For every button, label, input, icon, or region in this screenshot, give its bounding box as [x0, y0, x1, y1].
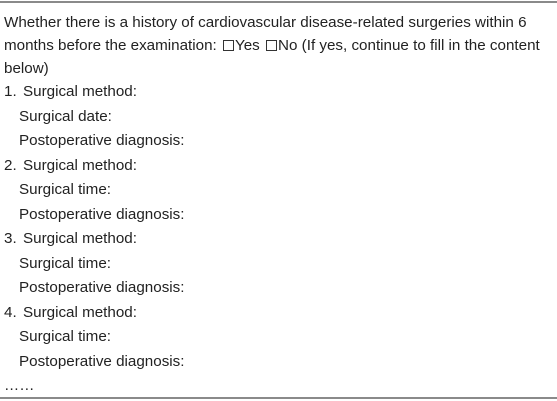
surgical-date-label: Surgical date:	[19, 107, 112, 125]
postoperative-diagnosis-label: Postoperative diagnosis:	[19, 205, 185, 223]
entry-number: 1.	[4, 83, 17, 100]
surgical-time-label: Surgical time:	[19, 181, 112, 198]
no-checkbox[interactable]	[266, 40, 277, 51]
question-instruction: (If yes, continue to fill in the content below)	[4, 37, 540, 77]
entry-number: 2.	[4, 156, 17, 174]
top-rule	[0, 1, 557, 3]
surgical-method-label: Surgical method:	[23, 83, 137, 100]
entry-number: 3.	[4, 230, 17, 247]
surgery-entry-3	[4, 227, 549, 301]
surgery-entry-2	[4, 154, 549, 228]
surgical-method-label: Surgical method:	[23, 303, 137, 321]
no-label: No	[278, 37, 298, 54]
postoperative-diagnosis-label: Postoperative diagnosis:	[19, 279, 185, 296]
entry-number: 4.	[4, 303, 17, 321]
question-text: Whether there is a history of cardiovascular disease-related surgeries within 6 months before the examination:	[4, 14, 527, 54]
yes-label: Yes	[235, 37, 260, 54]
surgery-entry-1	[4, 80, 549, 154]
surgical-method-label: Surgical method:	[23, 230, 137, 247]
surgical-method-label: Surgical method:	[23, 156, 137, 174]
surgery-history-question	[4, 11, 549, 80]
continuation-ellipsis: ……	[4, 377, 35, 394]
surgery-entry-4	[4, 301, 549, 375]
surgery-history-form	[4, 11, 549, 399]
postoperative-diagnosis-label: Postoperative diagnosis:	[19, 352, 185, 370]
postoperative-diagnosis-label: Postoperative diagnosis:	[19, 132, 185, 149]
yes-checkbox[interactable]	[223, 40, 234, 51]
bottom-rule	[0, 397, 557, 399]
surgical-time-label: Surgical time:	[19, 328, 112, 345]
surgical-time-label: Surgical time:	[19, 254, 112, 272]
